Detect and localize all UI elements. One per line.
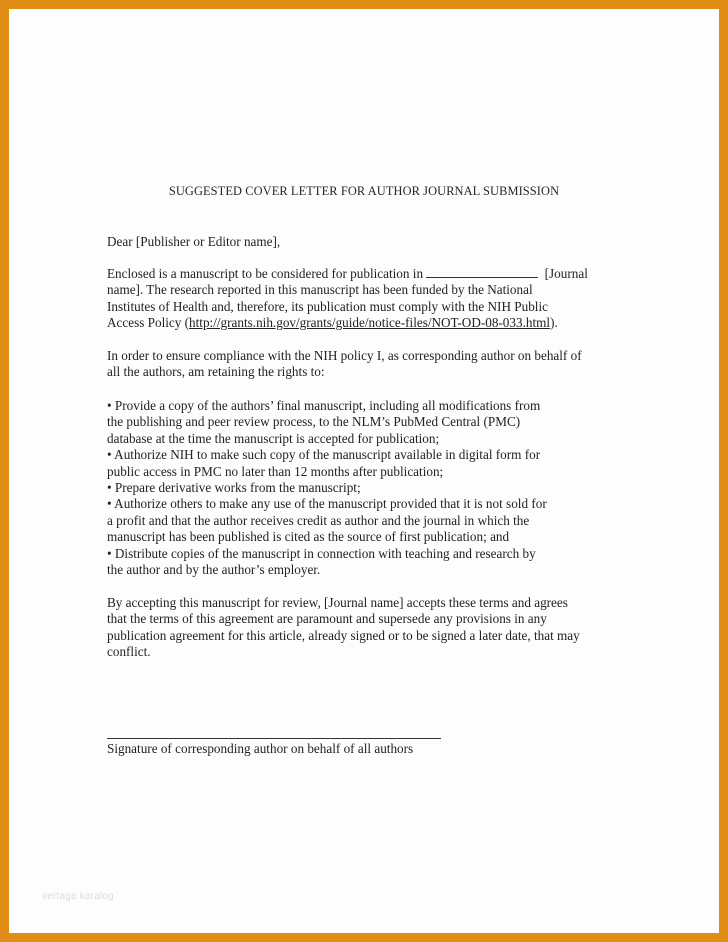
access-policy-suffix: ). — [550, 315, 558, 331]
paragraph-funding-line-1-end: [Journal — [544, 266, 588, 281]
paragraph-compliance-line: all the authors, am retaining the rights to: — [107, 364, 325, 380]
rights-list — [107, 398, 627, 578]
list-item: • Authorize others to make any use of the manuscript provided that it is not sold for — [107, 496, 547, 512]
paragraph-terms-line: that the terms of this agreement are paramount and supersede any provisions in any — [107, 611, 547, 627]
signature-line — [107, 738, 441, 739]
document-title: SUGGESTED COVER LETTER FOR AUTHOR JOURNAL SUBMISSION — [168, 184, 560, 198]
list-item: • Distribute copies of the manuscript in connection with teaching and research by — [107, 545, 536, 561]
paragraph-funding-line-1 — [107, 266, 627, 282]
list-item: • Provide a copy of the authors’ final manuscript, including all modifications from — [107, 398, 541, 413]
journal-name-blank — [426, 266, 538, 278]
paragraph-terms-line: By accepting this manuscript for review, [Journal name] accepts these terms and agrees — [107, 595, 568, 610]
paragraph-terms-line: publication agreement for this article, already signed or to be signed a later date, that may — [107, 627, 580, 643]
paragraph-compliance — [107, 348, 627, 381]
paragraph-compliance-line: In order to ensure compliance with the NIH policy I, as corresponding author on behalf of — [107, 348, 582, 363]
paragraph-funding-line-3: Institutes of Health and, therefore, its publication must comply with the NIH Public — [107, 298, 548, 314]
list-item: the publishing and peer review process, to the NLM’s PubMed Central (PMC) — [107, 414, 521, 430]
watermark-text: vertage karalog — [42, 891, 114, 902]
list-item: manuscript has been published is cited as the source of first publication; and — [107, 529, 510, 545]
paragraph-funding-line-4 — [107, 315, 627, 331]
salutation-text: Dear [Publisher or Editor name], — [107, 234, 281, 249]
list-item: • Prepare derivative works from the manuscript; — [107, 479, 361, 495]
list-item: database at the time the manuscript is accepted for publication; — [107, 430, 440, 446]
list-item: • Authorize NIH to make such copy of the manuscript available in digital form for — [107, 447, 541, 463]
signature-label: Signature of corresponding author on behalf of all authors — [107, 741, 414, 756]
nih-policy-link[interactable]: http://grants.nih.gov/grants/guide/notice-files/NOT-OD-08-033.html — [189, 315, 551, 331]
paragraph-terms-line: conflict. — [107, 644, 151, 660]
list-item: public access in PMC no later than 12 months after publication; — [107, 463, 444, 479]
list-item: a profit and that the author receives credit as author and the journal in which the — [107, 512, 530, 528]
access-policy-prefix: Access Policy ( — [107, 315, 190, 331]
list-item: the author and by the author’s employer. — [107, 561, 321, 577]
salutation — [107, 234, 627, 250]
paragraph-funding-line-2: name]. The research reported in this manuscript has been funded by the National — [107, 282, 533, 298]
paragraph-funding — [107, 266, 627, 332]
paragraph-funding-line-1-start: Enclosed is a manuscript to be considered for publication in — [107, 266, 424, 281]
paragraph-terms — [107, 595, 627, 661]
